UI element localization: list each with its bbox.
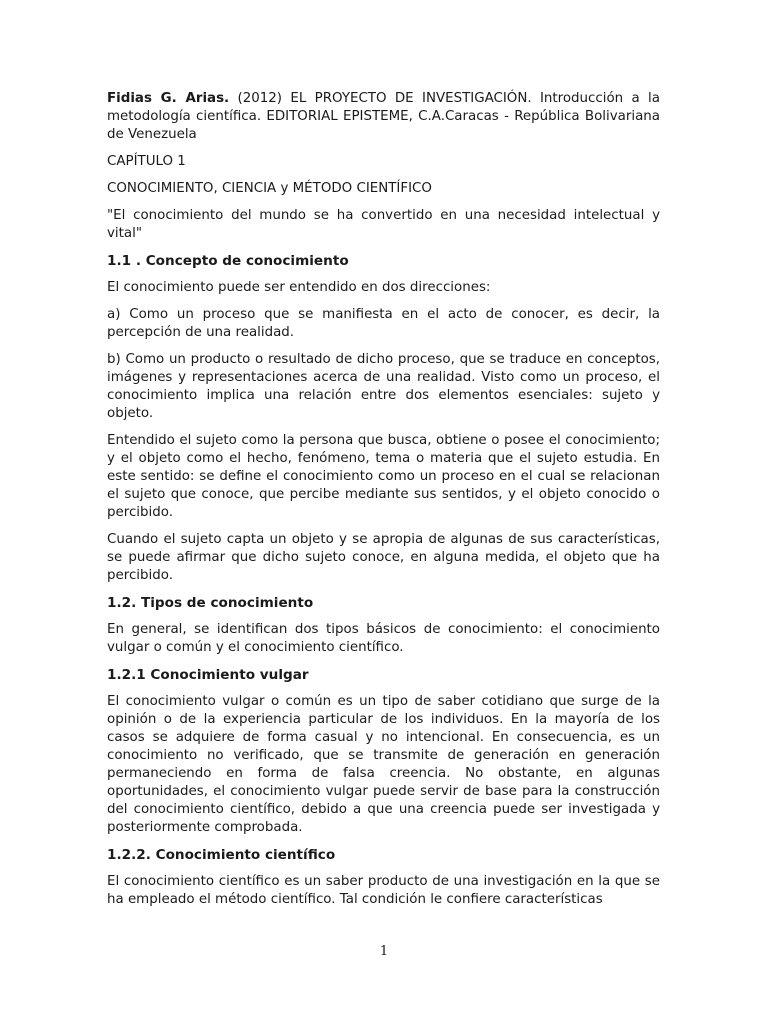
page-number: 1 [379,944,389,959]
paragraph: El conocimiento científico es un saber producto de una investigación en la que se ha empleado el método científico. Tal condición le confiere características [107,874,660,907]
paragraph: El conocimiento puede ser entendido en dos direcciones: [107,280,491,295]
paragraph: En general, se identifican dos tipos básicos de conocimiento: el conocimiento vulgar o común y el conocimiento científico. [107,622,660,655]
citation-details: (2012) EL PROYECTO DE INVESTIGACIÓN. Introducción a la metodología científica. EDITORIAL EPISTEME, C.A.Caracas - República Bolivariana de Venezuela [107,91,660,142]
epigraph-quote: "El conocimiento del mundo se ha convertido en una necesidad intelectual y vital" [107,208,660,241]
paragraph: El conocimiento vulgar o común es un tipo de saber cotidiano que surge de la opinión o de la experiencia particular de los individuos. En la mayoría de los casos se adquiere de forma casual y no intencional. En consecuencia, es un conocimiento no verificado, que se transmite de generación en generación permaneciendo en forma de falsa creencia. No obstante, en algunas oportunidades, el conocimiento vulgar puede servir de base para la construcción del conocimiento científico, debido a que una creencia puede ser investigada y posteriormente comprobada. [107,694,660,835]
paragraph: Entendido el sujeto como la persona que busca, obtiene o posee el conocimiento; y el objeto como el hecho, fenómeno, tema o materia que el sujeto estudia. En este sentido: se define el conocimiento como un proceso en el cual se relacionan el sujeto que conoce, que percibe mediante sus sentidos, y el objeto conocido o percibido. [107,433,660,520]
chapter-title: CONOCIMIENTO, CIENCIA y MÉTODO CIENTÍFICO [107,181,432,196]
section-heading-1-2-1: 1.2.1 Conocimiento vulgar [107,667,309,683]
section-heading-1-1: 1.1 . Concepto de conocimiento [107,253,349,269]
citation-author: Fidias G. Arias. [107,91,230,106]
paragraph: Cuando el sujeto capta un objeto y se apropia de algunas de sus características, se puede afirmar que dicho sujeto conoce, en alguna medida, el objeto que ha percibido. [107,532,660,583]
paragraph: b) Como un producto o resultado de dicho proceso, que se traduce en conceptos, imágenes y representaciones acerca de una realidad. Visto como un proceso, el conocimiento implica una relación entre dos elementos esenciales: sujeto y objeto. [107,352,660,421]
citation [107,90,660,144]
section-heading-1-2: 1.2. Tipos de conocimiento [107,595,314,611]
paragraph: a) Como un proceso que se manifiesta en el acto de conocer, es decir, la percepción de una realidad. [107,307,660,340]
section-heading-1-2-2: 1.2.2. Conocimiento científico [107,847,336,863]
chapter-label: CAPÍTULO 1 [107,154,186,169]
document-page [107,90,660,918]
